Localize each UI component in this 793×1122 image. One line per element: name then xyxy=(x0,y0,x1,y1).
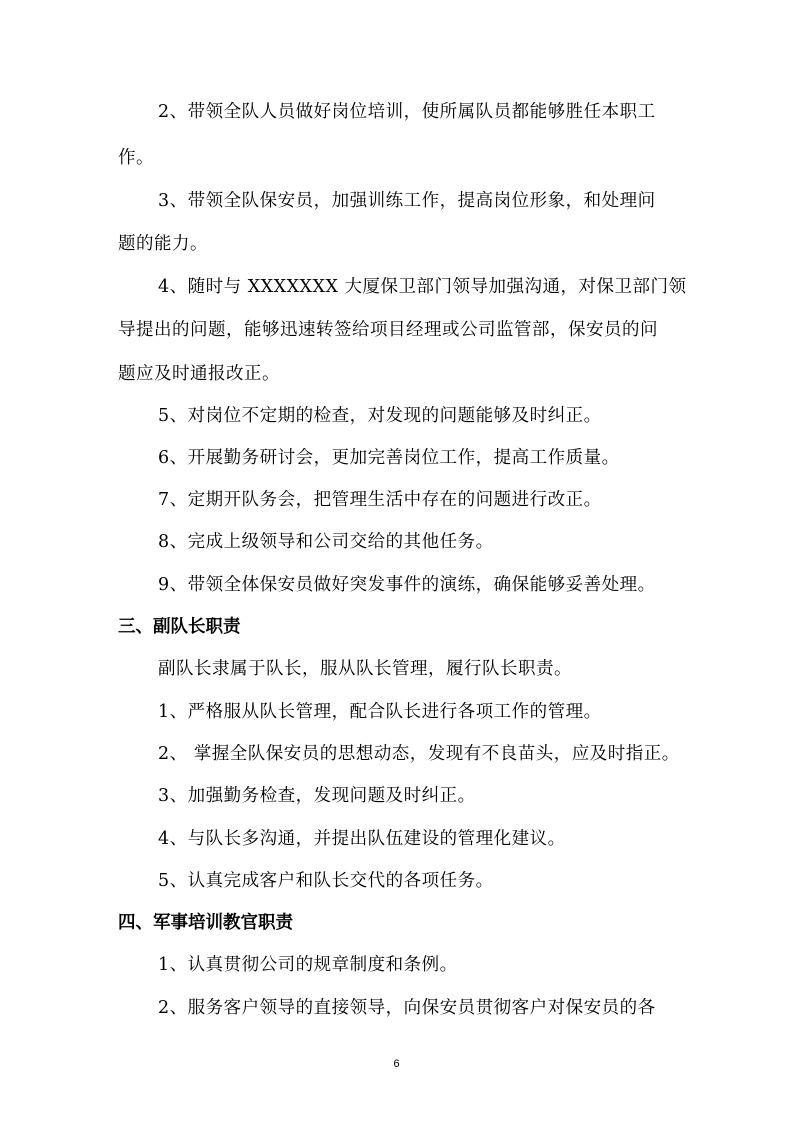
section-4-item: 2、服务客户领导的直接领导，向保安员贯彻客户对保安员的各 xyxy=(158,998,656,1018)
section-3-intro: 副队长隶属于队长，服从队长管理，履行队长职责。 xyxy=(158,659,572,679)
section-3-item: 3、加强勤务检查，发现问题及时纠正。 xyxy=(158,786,476,806)
paragraph-6: 6、开展勤务研讨会，更加完善岗位工作，提高工作质量。 xyxy=(158,448,620,468)
paragraph-4-line-2: 导提出的问题，能够迅速转签给项目经理或公司监管部，保安员的问 xyxy=(118,320,658,340)
paragraph-2-line-2: 作。 xyxy=(118,148,154,168)
paragraph-9: 9、带领全体保安员做好突发事件的演练，确保能够妥善处理。 xyxy=(158,575,656,595)
paragraph-5: 5、对岗位不定期的检查，对发现的问题能够及时纠正。 xyxy=(158,406,602,426)
paragraph-4-line-3: 题应及时通报改正。 xyxy=(118,364,280,384)
section-3-item: 1、严格服从队长管理，配合队长进行各项工作的管理。 xyxy=(158,702,602,722)
section-4-heading: 四、军事培训教官职责 xyxy=(118,913,293,933)
section-3-item: 2、 掌握全队保安员的思想动态，发现有不良苗头，应及时指正。 xyxy=(158,744,680,764)
paragraph-2-line-1: 2、带领全队人员做好岗位培训，使所属队员都能够胜任本职工 xyxy=(158,102,656,122)
paragraph-3-line-2: 题的能力。 xyxy=(118,234,208,254)
paragraph-7: 7、定期开队务会，把管理生活中存在的问题进行改正。 xyxy=(158,490,602,510)
section-3-item: 4、与队长多沟通，并提出队伍建设的管理化建议。 xyxy=(158,829,566,849)
paragraph-8: 8、完成上级领导和公司交给的其他任务。 xyxy=(158,532,494,552)
section-3-item: 5、认真完成客户和队长交代的各项任务。 xyxy=(158,871,494,891)
paragraph-3-line-1: 3、带领全队保安员，加强训练工作，提高岗位形象，和处理问 xyxy=(158,191,656,211)
section-3-heading: 三、副队长职责 xyxy=(118,617,241,637)
section-4-item: 1、认真贯彻公司的规章制度和条例。 xyxy=(158,955,458,975)
page-number: 6 xyxy=(393,1058,400,1070)
paragraph-4-line-1: 4、随时与 XXXXXXX 大厦保卫部门领导加强沟通，对保卫部门领 xyxy=(158,277,687,297)
